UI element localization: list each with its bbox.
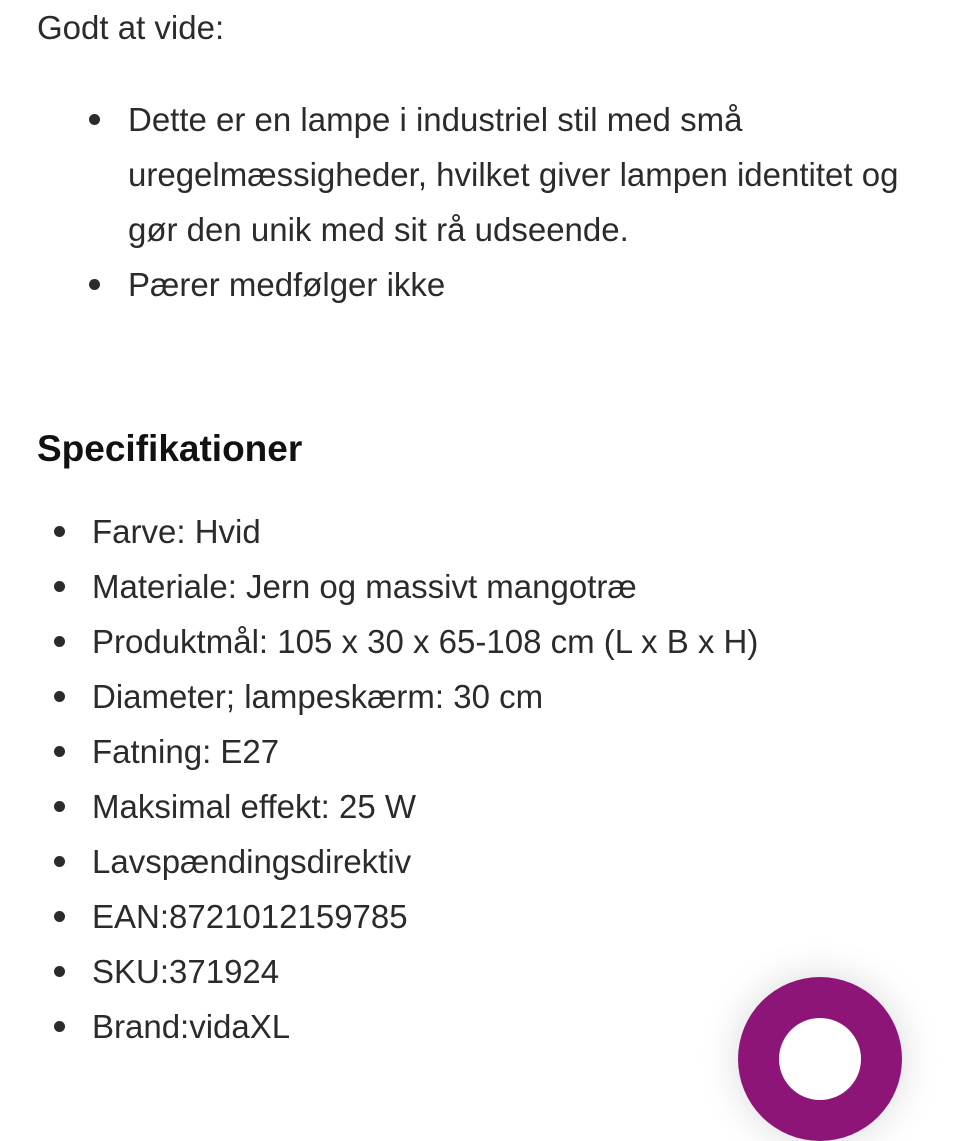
- spec-item: [92, 779, 758, 834]
- bullet-icon: [54, 801, 65, 812]
- bullet-icon: [54, 911, 65, 922]
- bullet-icon: [54, 526, 65, 537]
- bullet-icon: [54, 856, 65, 867]
- bullet-icon: [54, 746, 65, 757]
- spec-text: Lavspændingsdirektiv: [92, 843, 412, 880]
- list-item-text: Pærer medfølger ikke: [128, 266, 446, 303]
- bullet-icon: [54, 1021, 65, 1032]
- chat-button[interactable]: [738, 977, 902, 1141]
- spec-item: [92, 999, 758, 1054]
- specs-heading: Specifikationer: [37, 428, 303, 469]
- spec-item: [92, 944, 758, 999]
- spec-text: SKU:371924: [92, 953, 280, 990]
- spec-text: Produktmål: 105 x 30 x 65-108 cm (L x B x H): [92, 623, 759, 660]
- spec-text: Brand:vidaXL: [92, 1008, 291, 1045]
- spec-item: [92, 724, 758, 779]
- spec-text: Diameter; lampeskærm: 30 cm: [92, 678, 544, 715]
- spec-item: [92, 834, 758, 889]
- specs-list: [92, 504, 758, 1054]
- spec-item: [92, 669, 758, 724]
- spec-item: [92, 614, 758, 669]
- spec-text: Farve: Hvid: [92, 513, 261, 550]
- spec-text: EAN:8721012159785: [92, 898, 408, 935]
- bullet-icon: [54, 691, 65, 702]
- list-item: [128, 257, 928, 312]
- list-item-text: Dette er en lampe i industriel stil med små uregelmæssigheder, hvilket giver lampen identitet og gør den unik med sit rå udseende.: [128, 101, 899, 248]
- spec-text: Maksimal effekt: 25 W: [92, 788, 416, 825]
- spec-item: [92, 559, 758, 614]
- bullet-icon: [54, 636, 65, 647]
- bullet-icon: [54, 581, 65, 592]
- spec-text: Fatning: E27: [92, 733, 280, 770]
- bullet-icon: [89, 279, 100, 290]
- good-to-know-list: [128, 92, 928, 312]
- bullet-icon: [54, 966, 65, 977]
- good-to-know-title: Godt at vide:: [37, 9, 225, 46]
- spec-item: [92, 889, 758, 944]
- spec-text: Materiale: Jern og massivt mangotræ: [92, 568, 637, 605]
- spec-item: [92, 504, 758, 559]
- bullet-icon: [89, 114, 100, 125]
- list-item: [128, 92, 928, 257]
- chat-ring-icon: [779, 1018, 861, 1100]
